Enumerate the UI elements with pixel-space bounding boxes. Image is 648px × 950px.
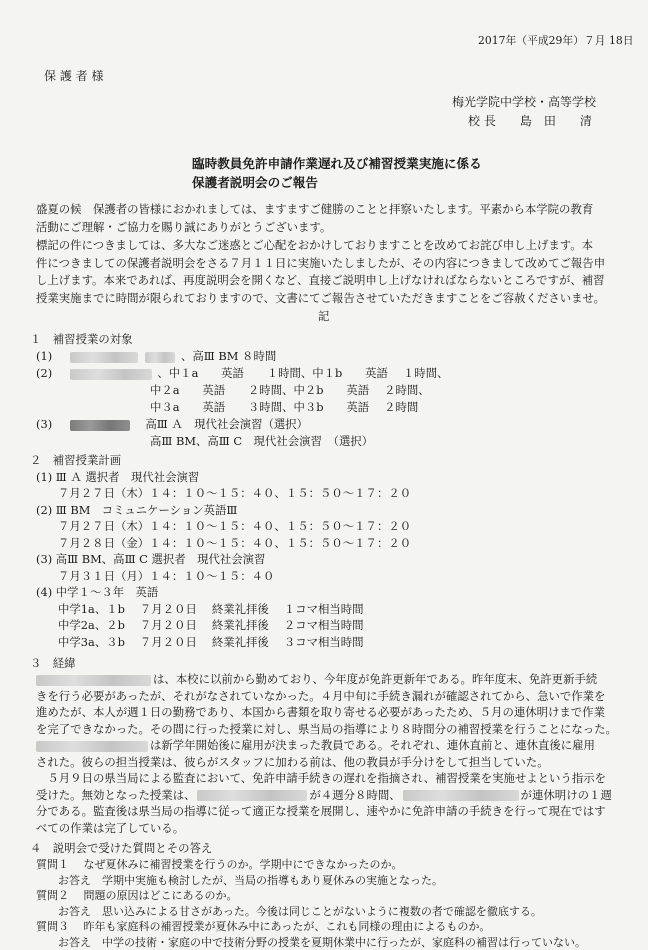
s2-item-3-time: ７月３１日（月）１４：１０〜１５：４０ bbox=[58, 568, 275, 583]
question-1: 質問１ なぜ夏休みに補習授業を行うのか。学期中にできなかったのか。 bbox=[36, 858, 403, 871]
redacted-name bbox=[145, 352, 175, 363]
redacted-name bbox=[70, 352, 138, 363]
school-name: 梅光学院中学校・高等学校 bbox=[452, 95, 597, 109]
intro-p1-line2: 活動にご理解・ご協力を賜り誠にありがとうございます。 bbox=[36, 220, 332, 234]
section4-heading: ４ 説明会で受けた質問とその答え bbox=[30, 841, 213, 855]
section1-heading: １ 補習授業の対象 bbox=[30, 332, 133, 346]
s3-line3: 進めたが、本人が週１日の勤務であり、本国から書類を取り寄せる必要があったため、５月の連休明けまで作業 bbox=[36, 705, 605, 719]
title-line-2: 保護者説明会のご報告 bbox=[192, 175, 318, 190]
intro-p2-line4: 授業実施までに時間が限られておりますので、文書にてご報告させていただきますことをご容赦くださいませ。 bbox=[36, 291, 605, 305]
question-3: 質問３ 昨年も家庭科の補習授業が夏休み中にあったが、これも同様の理由によるものか。 bbox=[36, 920, 491, 933]
s2-item-3: (3) 高Ⅲ BM、高Ⅲ C 選択者 現代社会演習 bbox=[36, 552, 266, 566]
redacted-name bbox=[70, 369, 152, 380]
intro-p2-line1: 標記の件につきましては、多大なご迷惑とご心配をおかけしておりますことを改めてお詫び申し上げます。本 bbox=[36, 238, 594, 252]
s2-item-4b: 中学2a、２b ７月２０日 終業礼拝後 ２コマ相当時間 bbox=[58, 618, 364, 632]
s2-item-1: (1) Ⅲ Ａ 選択者 現代社会演習 bbox=[36, 469, 200, 484]
s2-item-2: (2) Ⅲ BM コミュニケーション英語Ⅲ bbox=[36, 502, 238, 517]
question-2: 質問２ 問題の原因はどこにあるのか。 bbox=[36, 889, 238, 902]
s2-item-4: (4) 中学１〜３年 英語 bbox=[36, 585, 159, 599]
s3-line5: は新学年開始後に雇用が決まった教員である。それぞれ、連休直前と、連休直後に雇用 bbox=[36, 737, 595, 753]
redacted-name bbox=[70, 420, 130, 431]
s1-item-2: (2) 、中１a 英語 １時間、中１b 英語 １時間、 bbox=[36, 366, 449, 380]
answer-1: お答え 学期中実施も検討したが、当局の指導もあり夏休みの実施となった。 bbox=[58, 873, 443, 887]
s2-item-4a: 中学1a、１b ７月２０日 終業礼拝後 １コマ相当時間 bbox=[58, 601, 364, 616]
section2-heading: ２ 補習授業計画 bbox=[30, 453, 122, 467]
intro-p2-line2: 件につきましての保護者説明会をさる７月１１日に実施いたしましたが、その内容につきまして改めてご報告申 bbox=[36, 256, 606, 270]
answer-2: お答え 思い込みによる甘さがあった。今後は同じことがないように複数の者で確認を徹底する。 bbox=[58, 904, 542, 918]
s3-line7: ５月９日の県当局による監査において、免許申請手続きの遅れを指摘され、補習授業を実施せよという指示を bbox=[47, 771, 606, 785]
s3-line6: された。彼らの担当授業は、彼らがスタッフに加わる前は、他の教員が手分けをして担当していた。 bbox=[36, 754, 549, 769]
s3-line1: は、本校に以前から勤めており、今年度が免許更新年である。昨年度末、免許更新手続 bbox=[36, 671, 597, 687]
s2-item-4c: 中学3a、３b ７月２０日 終業礼拝後 ３コマ相当時間 bbox=[58, 634, 364, 649]
intro-p2-line3: し上げます。本来であれば、再度説明会を開くなど、直接ご説明申し上げなければならないところですが、補習 bbox=[36, 273, 605, 287]
s1-item-2c: 中３a 英語 ３時間、中３b 英語 ２時間 bbox=[150, 400, 419, 414]
s1-item-2b: 中２a 英語 ２時間、中２b 英語 ２時間、 bbox=[150, 383, 430, 397]
s3-line2: きを行う必要があったが、それがなされていなかった。４月中旬に手続き漏れが確認されてから、急いで作業を bbox=[36, 688, 606, 703]
answer-3: お答え 中学の技術・家庭の中で技術分野の授業を夏期休業中に行ったが、家庭科の補習は行っていない。 bbox=[58, 935, 586, 949]
s1-item-3: (3) 高Ⅲ Ａ 現代社会演習（選択） bbox=[36, 417, 309, 431]
s2-item-2-time2: ７月２８日（金）１４：１０〜１５：４０、１５：５０〜１７：２０ bbox=[58, 535, 412, 550]
redacted-name bbox=[197, 790, 307, 801]
addressee: 保 護 者 様 bbox=[44, 69, 104, 83]
redacted-name bbox=[36, 741, 148, 752]
ki-mark: 記 bbox=[318, 309, 330, 323]
s3-line4: を完了できなかった。その間に行った授業に対し、県当局の指導により８時間分の補習授業を行うことになった。 bbox=[36, 721, 617, 736]
title-line-1: 臨時教員免許申請作業遅れ及び補習授業実施に係る bbox=[192, 156, 482, 171]
s2-item-2-time1: ７月２７日（木）１４：１０〜１５：４０、１５：５０〜１７：２０ bbox=[58, 519, 412, 533]
principal-name: 校 長 島 田 清 bbox=[468, 114, 592, 128]
redacted-name bbox=[36, 675, 151, 686]
section3-heading: ３ 経緯 bbox=[30, 656, 76, 670]
document-date: 2017年（平成29年）７月 18日 bbox=[478, 34, 634, 47]
redacted-name bbox=[403, 790, 519, 801]
s3-line10: べての作業は完了している。 bbox=[36, 820, 185, 835]
s3-line9: 分である。監査後は県当局の指導に従って適正な授業を展開し、速やかに免許申請の手続きを行って現在ではす bbox=[36, 804, 606, 818]
s2-item-1-time: ７月２７日（木）１４：１０〜１５：４０、１５：５０〜１７：２０ bbox=[58, 486, 412, 500]
intro-p1-line1: 盛夏の候 保護者の皆様におかれましては、ますますご健勝のことと拝察いたします。平素から本学院の教育 bbox=[36, 202, 594, 216]
s3-line8: 受けた。無効となった授業は、 が４週分８時間、 が連休明けの１週 bbox=[36, 787, 612, 802]
s1-item-3b: 高Ⅲ BM、高Ⅲ C 現代社会演習 （選択） bbox=[150, 434, 374, 448]
s1-item-1: (1) 、高Ⅲ BM ８時間 bbox=[36, 349, 277, 363]
